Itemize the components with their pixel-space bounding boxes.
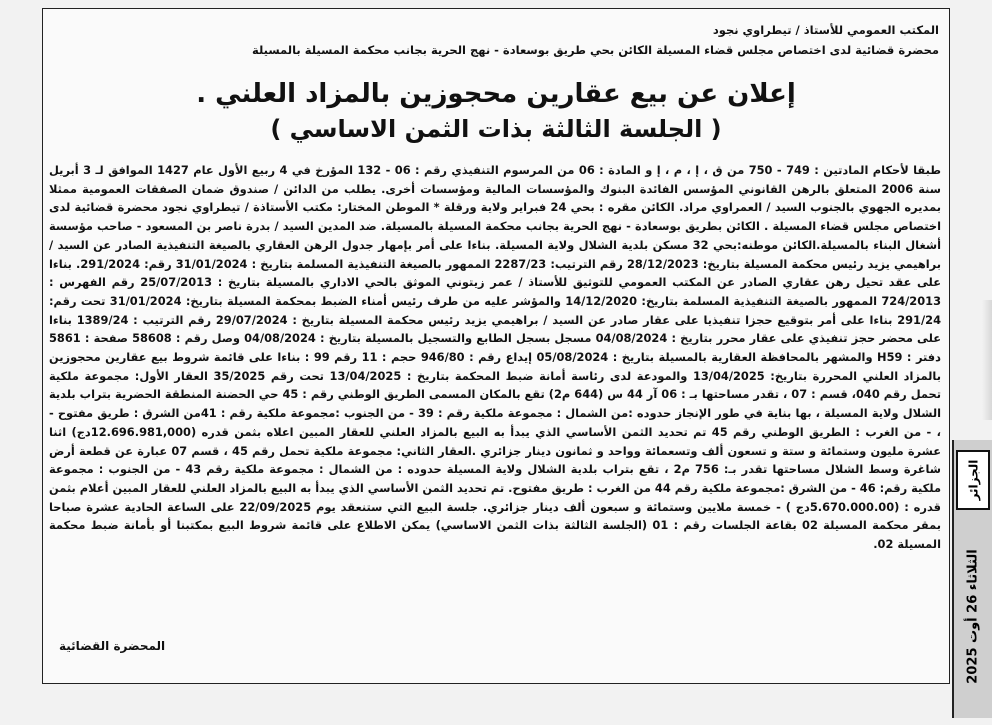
notice-subtitle: ( الجلسة الثالثة بذات الثمن الاساسي ): [270, 115, 722, 143]
issue-date-box: [956, 518, 990, 714]
newspaper-name-box: [956, 450, 990, 510]
office-address: محضرة قضائية لدى اختصاص مجلس قضاء المسيلة الكائن بحي طريق بوسعادة - نهج الحرية بجانب محكمة المسيلة بالمسيلة: [251, 43, 939, 57]
notice-title: إعلان عن بيع عقارين محجوزين بالمزاد العلني .: [196, 79, 796, 109]
office-name: المكتب العمومي للأستاذ / تيطراوي نجود: [712, 23, 939, 37]
legal-notice: [42, 8, 950, 684]
page-edge-shadow: [982, 300, 992, 420]
newspaper-side-strip: [952, 440, 992, 718]
signature-line: المحضرة القضائية: [59, 639, 166, 653]
notice-body: طبقا لأحكام المادتين : 749 - 750 من ق ، إ ، م ، إ و المادة : 06 من المرسوم التنفيذي رقم : 06 - 132 المؤرخ في 4 ربيع الأول عام 1427 الموافق لـ 3 أبريل سنة 2006 المتعلق بالرهن القانوني المؤسس الفائدة البنوك والمؤسسات المالية ومؤسسات أخرى. يطلب من الدائن / صندوق ضمان الصفقات العمومية ممثلا بمديره الجهوي بالجنوب السيد / العمراوي مراد. الكائن مقره : بحي 24 فبراير ولاية ورقلة * الموطن المختار: مكتب الأستاذة / تيطراوي نجود محضرة قضائية لدى اختصاص مجلس قضاء المسيلة . الكائن بطريق بوسعادة - نهج الحرية بجانب محكمة المسيلة بالمسيلة. ضد المدين السيد / بدرة ناصر بن المسعود - صاحب مؤسسة أشغال البناء بالمسيلة.الكائن موطنه:بحي 32 مسكن بلدية الشلال ولاية المسيلة. بناءا على أمر بإمهار جدول الرهن العقاري بالصيغة التنفيذية الصادر عن السيد / براهيمي يزيد رئيس محكمة المسيلة بتاريخ: 28/12/2023 رقم الترتيب: 2287/23 الممهور بالصيغة التنفيذية المسلمة بتاريخ : 31/01/2024 رقم: 291/2024. بناءا على عقد تحيل رهن عقاري الصادر عن المكتب العمومي للتوثيق للأستاذ / عمر زيتوني الموثق بالحي الاداري بالمسيلة بتاريخ : 25/07/2013 رقم الفهرس : 724/2013 الممهور بالصيغة التنفيذية المسلمة بتاريخ: 14/12/2020 والمؤشر عليه من طرف رئيس أمناء الضبط بمحكمة المسيلة بتاريخ: 31/01/2024 تحت رقم: 291/24 بناءا على أمر بتوقيع حجزا تنفيذيا على عقار صادر عن السيد / براهيمي يزيد رئيس محكمة المسيلة بتاريخ : 29/07/2024 رقم الترتيب : 1389/24 بناءا على محضر حجز تنفيذي على عقار محرر بتاريخ : 04/08/2024 مسجل بسجل الطابع والتسجيل بالمسيلة بتاريخ : 04/08/2024 وصل رقم : 58608 صفحة : 5861 دفتر : H59 والمشهر بالمحافظة العقارية بالمسيلة بتاريخ : 05/08/2024 إيداع رقم : 946/80 حجم : 11 رقم 99 : بناءا على قائمة شروط بيع عقارين محجوزين بالمزاد العلني المحررة بتاريخ: 13/04/2025 والمودعة لدى رئاسة أمانة ضبط المحكمة بتاريخ : 13/04/2025 تحت رقم 35/2025 العقار الأول: مجموعة ملكية تحمل رقم 040، قسم : 07 ، تقدر مساحتها بـ : 06 آر 44 س (644 م2) تقع بالمكان المسمى الطريق الوطني رقم : 45 حي الحضنة المنطقة الحضرية بتراب بلدية الشلال ولاية المسيلة ، بها بناية في طور الإنجاز حدوده :من الشمال : مجموعة ملكية رقم : 39 - من الجنوب :مجموعة ملكية رقم : 41من الشرق : طريق مفتوح - ، - من الغرب : الطريق الوطني رقم 45 تم تحديد الثمن الأساسي الذي يبدأ به البيع بالمزاد العلني للعقار المبين اعلاه بثمن قدره (12.696.981,000دج) اثنا عشرة مليون وستمائة و ستة و تسعون ألف وتسعمائة وواحد و ثمانون دينار جزائري .العقار الثاني: مجموعة ملكية تحمل رقم 45 ، قسم 07 عبارة عن قطعة أرض شاغرة وسط الشلال مساحتها تقدر بـ: 756 م2 ، تقع بتراب بلدية الشلال ولاية المسيلة حدوده : من الشمال : مجموعة ملكية رقم 43 - من الجنوب : مجموعة ملكية رقم: 46 - من الشرق :مجموعة ملكية رقم 44 من الغرب : طريق مفتوح. تم تحديد الثمن الأساسي الذي يبدأ به البيع بالمزاد العلني للعقار المبين أعلام بثمن قدره : (5.670.000.00دج ) - خمسة ملايين وستمائة و سبعون ألف دينار جزائري. جلسة البيع التي ستنعقد يوم 22/09/2025 على الساعة الحادية عشرة صباحا بمقر محكمة المسيلة 02 بقاعة الجلسات رقم : 01 (الجلسة الثالثة بذات الثمن الاساسي) يمكن الاطلاع على قائمة شروط البيع بمكتبنا أو بأمانة ضبط محكمة المسيلة 02.: [49, 163, 942, 552]
issue-date: الثلاثاء 26 أوت 2025: [965, 548, 981, 684]
newspaper-name: الجزائر: [966, 459, 981, 501]
